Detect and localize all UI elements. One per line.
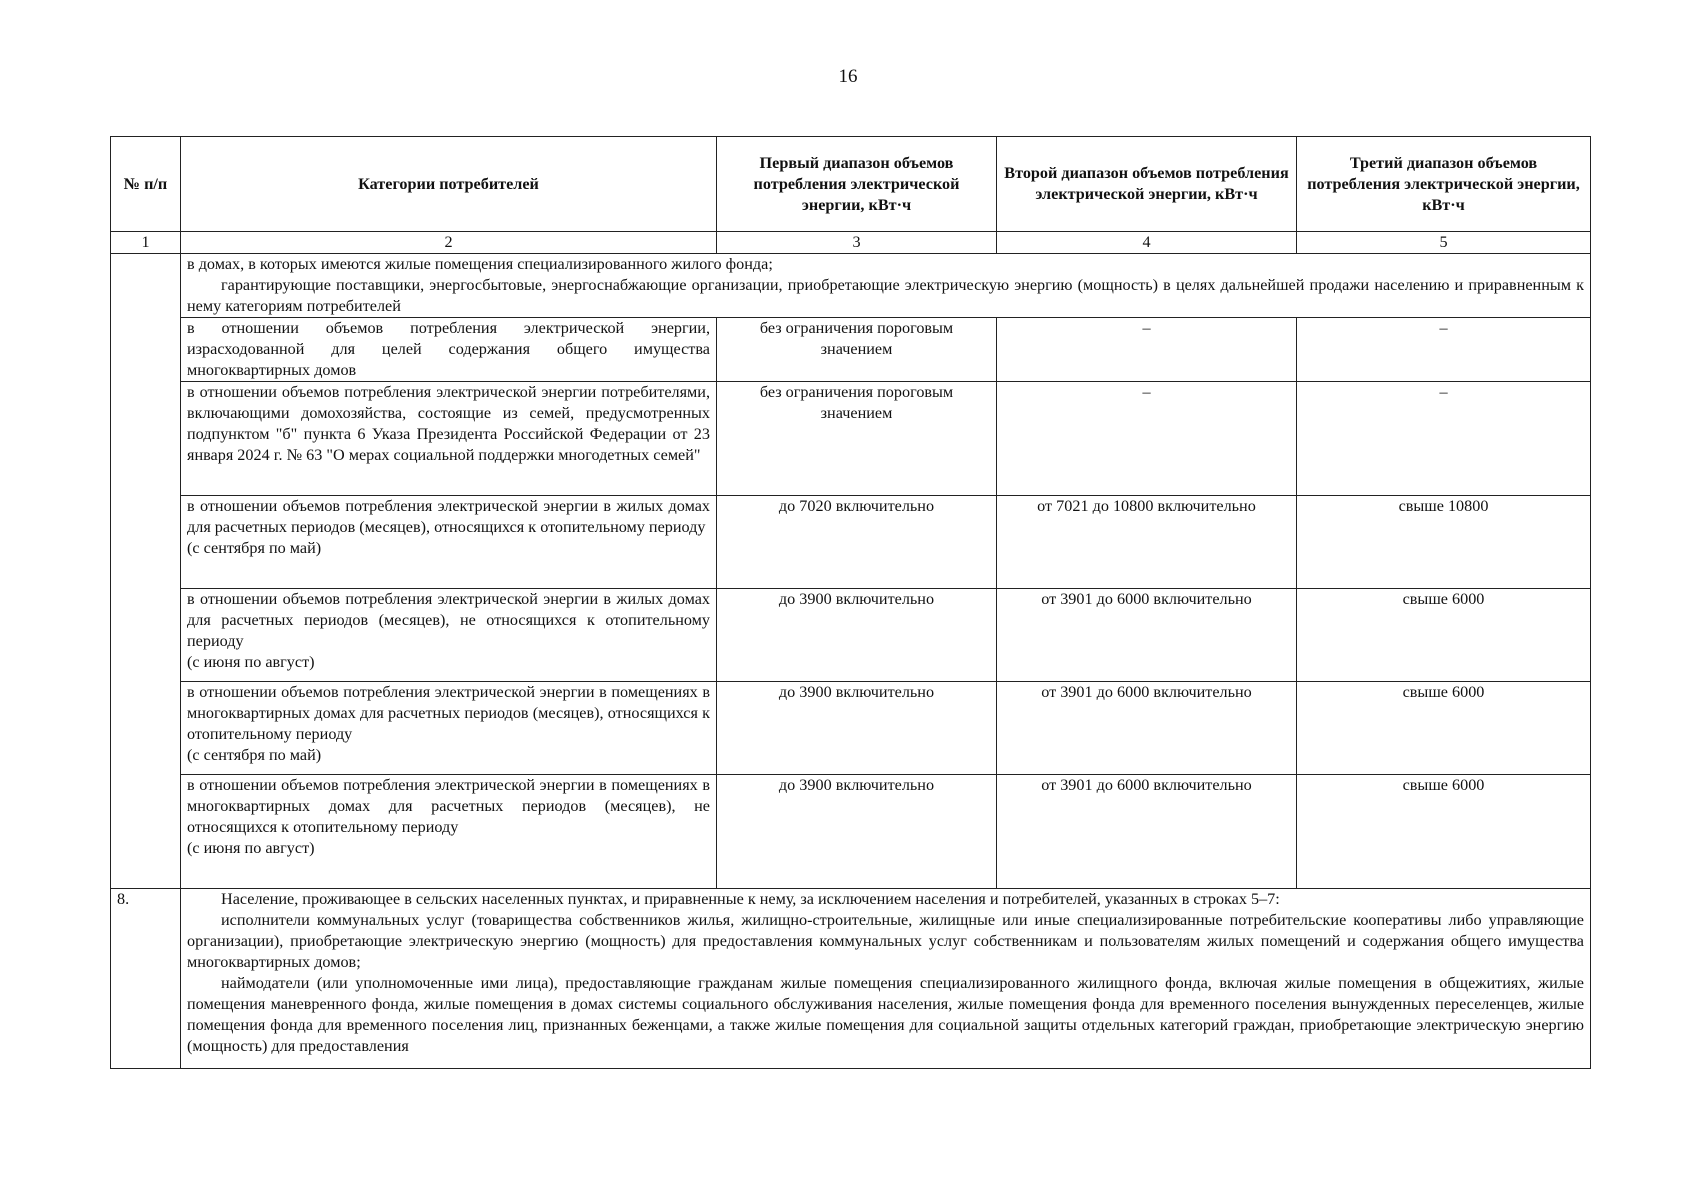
third-range-cell: – bbox=[1297, 318, 1591, 382]
row-8-paragraph-3: наймодатели (или уполномоченные ими лица), предоставляющие гражданам жилые помещения специализированного жилищного фонда, включая жилые помещения в общежитиях, жилые помещения маневренного фонда, жилые помещения в домах системы социального обслуживания населения, жилые помещения фонда для временного поселения вынужденных переселенцев, жилые помещения фонда для временного поселения лиц, признанных беженцами, а также жилые помещения для социальной защиты отдельных категорий граждан, приобретающие электрическую энергию (мощность) для предоставления bbox=[187, 974, 1584, 1055]
third-range-cell: свыше 10800 bbox=[1297, 496, 1591, 589]
row-8-paragraph-2: исполнители коммунальных услуг (товарищества собственников жилья, жилищно-строительные, жилищные или иные специализированные потребительские кооперативы либо управляющие организации), приобретающие электрическую энергию (мощность) для предоставления коммунальных услуг собственникам и пользователям жилых помещений и содержания общего имущества многоквартирных домов; bbox=[187, 911, 1584, 971]
continued-text-cell bbox=[181, 254, 1591, 318]
header-first-range: Первый диапазон объемов потребления электрической энергии, кВт·ч bbox=[717, 137, 997, 232]
page-number: 16 bbox=[838, 66, 858, 87]
second-range-cell: от 7021 до 10800 включительно bbox=[997, 496, 1297, 589]
row-8-text bbox=[187, 889, 1584, 1068]
first-range-cell: без ограничения пороговым значением bbox=[717, 318, 997, 382]
header-third-range: Третий диапазон объемов потребления электрической энергии, кВт·ч bbox=[1297, 137, 1591, 232]
category-period: (с июня по август) bbox=[187, 653, 315, 671]
category-cell: в отношении объемов потребления электрической энергии потребителями, включающими домохозяйства, состоящие из семей, предусмотренных подпунктом "б" пункта 6 Указа Президента Российской Федерации от 23 января 2024 г. № 63 "О мерах социальной поддержки многодетных семей" bbox=[181, 382, 717, 496]
column-number: 1 bbox=[111, 232, 181, 254]
row-8-paragraph-1: Население, проживающее в сельских населенных пунктах, и приравненные к нему, за исключением населения и потребителей, указанных в строках 5–7: bbox=[221, 890, 1280, 908]
first-range-cell: до 7020 включительно bbox=[717, 496, 997, 589]
continued-line-2: гарантирующие поставщики, энергосбытовые, энергоснабжающие организации, приобретающие электрическую энергию (мощность) в целях дальнейшей продажи населению и приравненным к нему категориям потребителей bbox=[187, 276, 1584, 315]
row-8-text-cell bbox=[181, 889, 1591, 1069]
second-range-cell: от 3901 до 6000 включительно bbox=[997, 775, 1297, 889]
category-cell bbox=[181, 775, 717, 889]
header-row bbox=[111, 137, 1591, 232]
third-range-cell: свыше 6000 bbox=[1297, 682, 1591, 775]
category-cell bbox=[181, 496, 717, 589]
second-range-cell: от 3901 до 6000 включительно bbox=[997, 589, 1297, 682]
category-cell bbox=[181, 682, 717, 775]
category-period: (с сентября по май) bbox=[187, 539, 322, 557]
category-text: в отношении объемов потребления электрической энергии в жилых домах для расчетных периодов (месяцев), не относящихся к отопительному периоду bbox=[187, 590, 710, 650]
table-row bbox=[111, 775, 1591, 889]
category-period: (с июня по август) bbox=[187, 839, 315, 857]
column-number: 3 bbox=[717, 232, 997, 254]
first-range-cell: без ограничения пороговым значением bbox=[717, 382, 997, 496]
table-row bbox=[111, 496, 1591, 589]
third-range-cell: свыше 6000 bbox=[1297, 589, 1591, 682]
first-range-cell: до 3900 включительно bbox=[717, 589, 997, 682]
category-text: в отношении объемов потребления электрической энергии в жилых домах для расчетных периодов (месяцев), относящихся к отопительному периоду bbox=[187, 497, 710, 536]
table-row bbox=[111, 682, 1591, 775]
table-row bbox=[111, 589, 1591, 682]
table-row bbox=[111, 318, 1591, 382]
category-period: (с сентября по май) bbox=[187, 746, 322, 764]
category-cell bbox=[181, 589, 717, 682]
header-number: № п/п bbox=[111, 137, 181, 232]
table-row-8 bbox=[111, 889, 1591, 1069]
continued-row bbox=[111, 254, 1591, 318]
category-text: в отношении объемов потребления электрической энергии в помещениях в многоквартирных домах для расчетных периодов (месяцев), относящихся к отопительному периоду bbox=[187, 683, 710, 743]
first-range-cell: до 3900 включительно bbox=[717, 775, 997, 889]
header-second-range: Второй диапазон объемов потребления электрической энергии, кВт·ч bbox=[997, 137, 1297, 232]
column-number-row bbox=[111, 232, 1591, 254]
row-number-cell bbox=[111, 254, 181, 889]
tariff-table bbox=[110, 136, 1591, 1069]
second-range-cell: – bbox=[997, 382, 1297, 496]
category-text: в отношении объемов потребления электрической энергии в помещениях в многоквартирных домах для расчетных периодов (месяцев), не относящихся к отопительному периоду bbox=[187, 776, 710, 836]
first-range-cell: до 3900 включительно bbox=[717, 682, 997, 775]
second-range-cell: – bbox=[997, 318, 1297, 382]
third-range-cell: свыше 6000 bbox=[1297, 775, 1591, 889]
column-number: 4 bbox=[997, 232, 1297, 254]
table-row bbox=[111, 382, 1591, 496]
category-cell: в отношении объемов потребления электрической энергии, израсходованной для целей содержания общего имущества многоквартирных домов bbox=[181, 318, 717, 382]
column-number: 5 bbox=[1297, 232, 1591, 254]
column-number: 2 bbox=[181, 232, 717, 254]
continued-line-1: в домах, в которых имеются жилые помещения специализированного жилого фонда; bbox=[187, 255, 773, 273]
second-range-cell: от 3901 до 6000 включительно bbox=[997, 682, 1297, 775]
third-range-cell: – bbox=[1297, 382, 1591, 496]
row-number-8: 8. bbox=[111, 889, 181, 1069]
header-category: Категории потребителей bbox=[181, 137, 717, 232]
